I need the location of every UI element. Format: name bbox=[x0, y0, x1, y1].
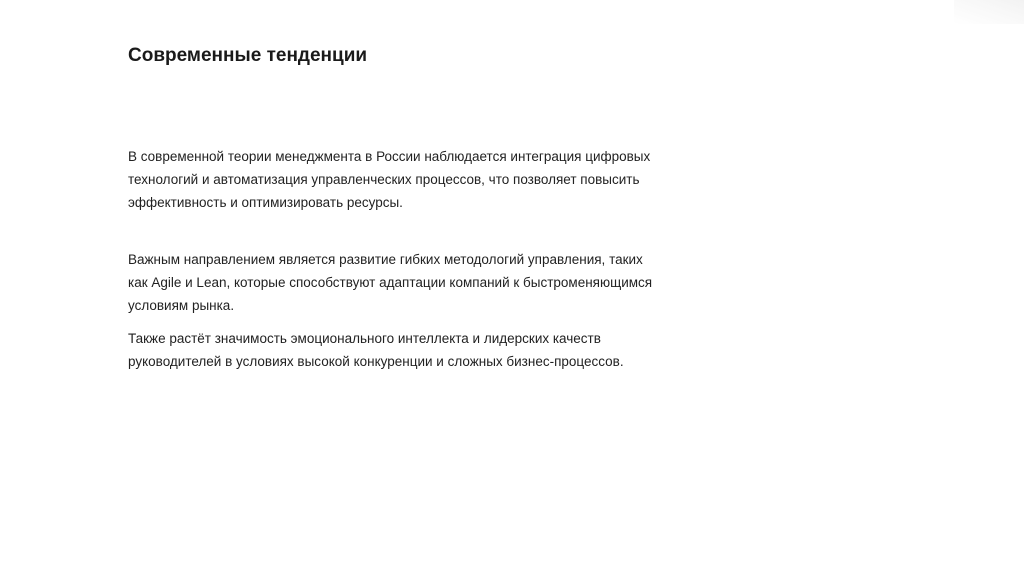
text-line: как Agile и Lean, которые способствуют адаптации компаний к быстроменяющимся bbox=[128, 275, 653, 290]
text-line: технологий и автоматизация управленческих процессов, что позволяет повысить bbox=[128, 172, 640, 187]
text-line: руководителей в условиях высокой конкуренции и сложных бизнес-процессов. bbox=[128, 354, 624, 369]
text-line: Важным направлением является развитие гибких методологий управления, таких bbox=[128, 252, 643, 267]
paragraph-digital-integration bbox=[128, 145, 650, 214]
paragraph-emotional-intelligence bbox=[128, 327, 624, 373]
text-line: эффективность и оптимизировать ресурсы. bbox=[128, 195, 403, 210]
text-line: В современной теории менеджмента в России наблюдается интеграция цифровых bbox=[128, 149, 651, 164]
paragraph-agile-methodologies bbox=[128, 248, 652, 317]
corner-shadow bbox=[954, 0, 1024, 24]
slide-title: Современные тенденции bbox=[128, 45, 368, 66]
text-line: Также растёт значимость эмоционального интеллекта и лидерских качеств bbox=[128, 331, 601, 346]
text-line: условиям рынка. bbox=[128, 298, 235, 313]
